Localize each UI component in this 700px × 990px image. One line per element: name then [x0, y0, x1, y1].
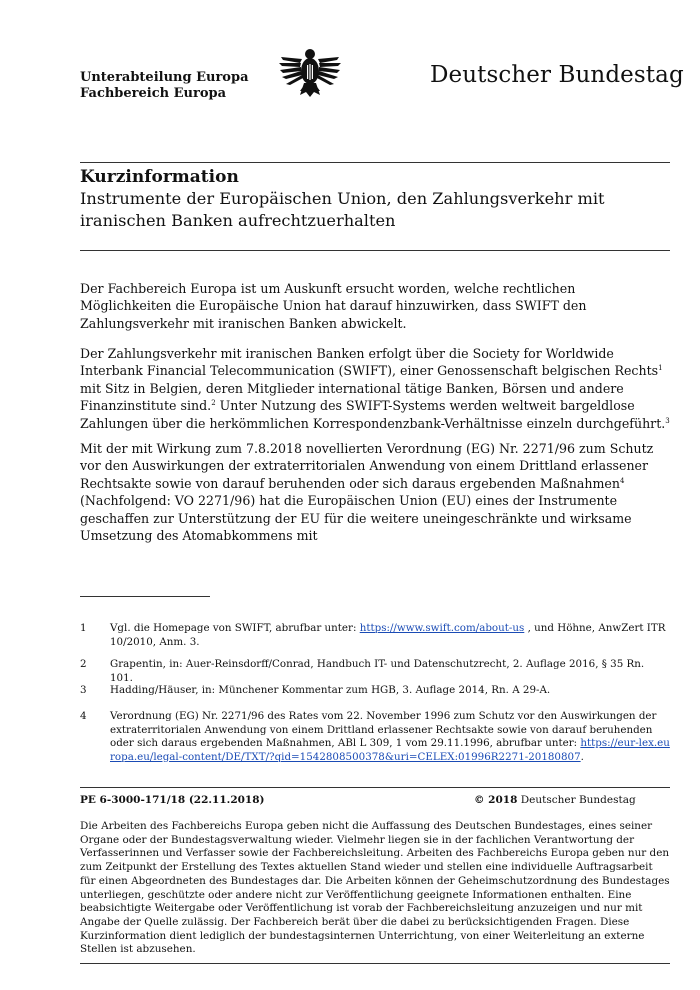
- paragraph-2-part-c: Unter Nutzung des SWIFT-Systems werden weltweit bargeldlose Zahlungen über die herkömmlichen Korrespondenzbank-Verhältnisse einzeln durchgeführt.: [80, 398, 666, 431]
- footnote-text-a: Verordnung (EG) Nr. 2271/96 des Rates vom 22. November 1996 zum Schutz vor den Auswirkungen der extraterritorialen Anwendung von einem Drittland erlassener Rechtsakte sowie von darauf beruhenden oder sich daraus ergebenden Maßnahmen, ABl L 309, 1 vom 29.11.1996, abrufbar unter:: [110, 710, 657, 750]
- footnote-text: [110, 622, 670, 649]
- disclaimer: Die Arbeiten des Fachbereichs Europa geben nicht die Auffassung des Deutschen Bundestages, eines seiner Organe oder der Bundestagsverwaltung wieder. Vielmehr liegen sie in der fachlichen Verantwortung der Verfasserinnen und Verfasser sowie der Fachbereichsleitung. Arbeiten des Fachbereichs Europa geben nur den zum Zeitpunkt der Erstellung des Textes aktuellen Stand wieder und stellen eine individuelle Auftragsarbeit für einen Abgeordneten des Bundestages dar. Die Arbeiten können der Geheimschutzordnung des Bundestages unterliegen, geschützte oder andere nicht zur Veröffentlichung geeignete Informationen enthalten. Eine beabsichtigte Weitergabe oder Veröffentlichung ist vorab der Fachbereichsleitung anzuzeigen und nur mit Angabe der Quelle zulässig. Der Fachbereich berät über die dabei zu berücksichtigenden Fragen. Diese Kurzinformation dient lediglich der bundestagsinternen Unterrichtung, von einer Weiterleitung an externe Stellen ist abzusehen.: [80, 820, 670, 956]
- department-block: [80, 70, 249, 102]
- footnote-number: 1: [80, 622, 87, 634]
- federal-eagle-icon: [278, 47, 342, 99]
- body-paragraph-3: [80, 440, 670, 544]
- document-id: PE 6-3000-171/18 (22.11.2018): [80, 794, 265, 806]
- document-title: Instrumente der Europäischen Union, den Zahlungsverkehr mit iranischen Banken aufrechtzuerhalten: [80, 189, 605, 230]
- department-line-1: Unterabteilung Europa: [80, 70, 249, 85]
- footnote-ref-3[interactable]: 3: [665, 416, 670, 425]
- footer-top-rule: [80, 787, 670, 788]
- paragraph-3-part-b: (Nachfolgend: VO 2271/96) hat die Europäischen Union (EU) eines der Instrumente geschaffen zur Unterstützung der EU für die weitere uneingeschränkte und wirksame Umsetzung des Atomabkommens mit: [80, 493, 632, 544]
- swift-link[interactable]: https://www.swift.com/about-us: [359, 622, 525, 634]
- footnote-ref-1[interactable]: 1: [658, 364, 663, 373]
- body-paragraph-1: [80, 280, 670, 332]
- footnote-number: 4: [80, 710, 87, 722]
- footnote-2: [80, 658, 670, 685]
- brand-wordmark: Deutscher Bundestag: [430, 62, 684, 88]
- paragraph-3-text: [80, 440, 670, 544]
- department-line-2: Fachbereich Europa: [80, 86, 227, 101]
- paragraph-3-part-a: Mit der mit Wirkung zum 7.8.2018 novellierten Verordnung (EG) Nr. 2271/96 zum Schutz vor den Auswirkungen der extraterritorialen Anwendung von einem Drittland erlassener Rechtsakte sowie von darauf beruhenden oder sich daraus ergebenden Maßnahmen: [80, 441, 654, 491]
- footnote-4: [80, 710, 670, 764]
- title-bottom-rule: [80, 250, 670, 251]
- footnote-text: Hadding/Häuser, in: Münchener Kommentar zum HGB, 3. Auflage 2014, Rn. A 29-A.: [110, 684, 551, 696]
- paragraph-1-text: Der Fachbereich Europa ist um Auskunft ersucht worden, welche rechtlichen Möglichkeiten die Europäische Union hat darauf hinzuwirken, dass SWIFT den Zahlungsverkehr mit iranischen Banken abwickelt.: [80, 281, 587, 331]
- copyright-owner: Deutscher Bundestag: [517, 794, 636, 806]
- paragraph-2-part-a: Der Zahlungsverkehr mit iranischen Banken erfolgt über die Society for Worldwide Interbank Financial Telecommunication (SWIFT), einer Genossenschaft belgischen Rechts: [80, 346, 659, 379]
- footnote-text-b: .: [580, 750, 584, 763]
- footnote-number: 3: [80, 684, 87, 696]
- copyright: [474, 794, 636, 806]
- footnote-1: [80, 622, 670, 649]
- footnote-text-b: , und Höhne, AnwZert ITR 10/2010, Anm. 3.: [110, 622, 666, 648]
- footnote-number: 2: [80, 658, 87, 670]
- footnote-separator: [80, 596, 210, 597]
- paragraph-2-text: [80, 345, 670, 432]
- copyright-year: © 2018: [474, 794, 518, 806]
- footer-bottom-rule: [80, 963, 670, 964]
- footnote-ref-4[interactable]: 4: [619, 476, 625, 485]
- title-top-rule: [80, 162, 670, 163]
- document-kind: Kurzinformation: [80, 167, 239, 187]
- footnote-text: [110, 710, 670, 764]
- paragraph-2-part-b: mit Sitz in Belgien, deren Mitglieder international tätige Banken, Börsen und andere Finanzinstitute sind.: [80, 380, 624, 414]
- footnote-text-a: Vgl. die Homepage von SWIFT, abrufbar unter:: [110, 622, 360, 634]
- footnote-3: [80, 684, 670, 698]
- footnote-text: Grapentin, in: Auer-Reinsdorff/Conrad, Handbuch IT- und Datenschutzrecht, 2. Auflage 2016, § 35 Rn. 101.: [110, 658, 645, 684]
- footnote-ref-2[interactable]: 2: [211, 399, 216, 408]
- body-paragraph-2: [80, 345, 670, 432]
- eur-lex-link[interactable]: https://eur-lex.europa.eu/legal-content/DE/TXT/?qid=1542808500378&uri=CELEX:01996R2271-20180807: [110, 737, 670, 763]
